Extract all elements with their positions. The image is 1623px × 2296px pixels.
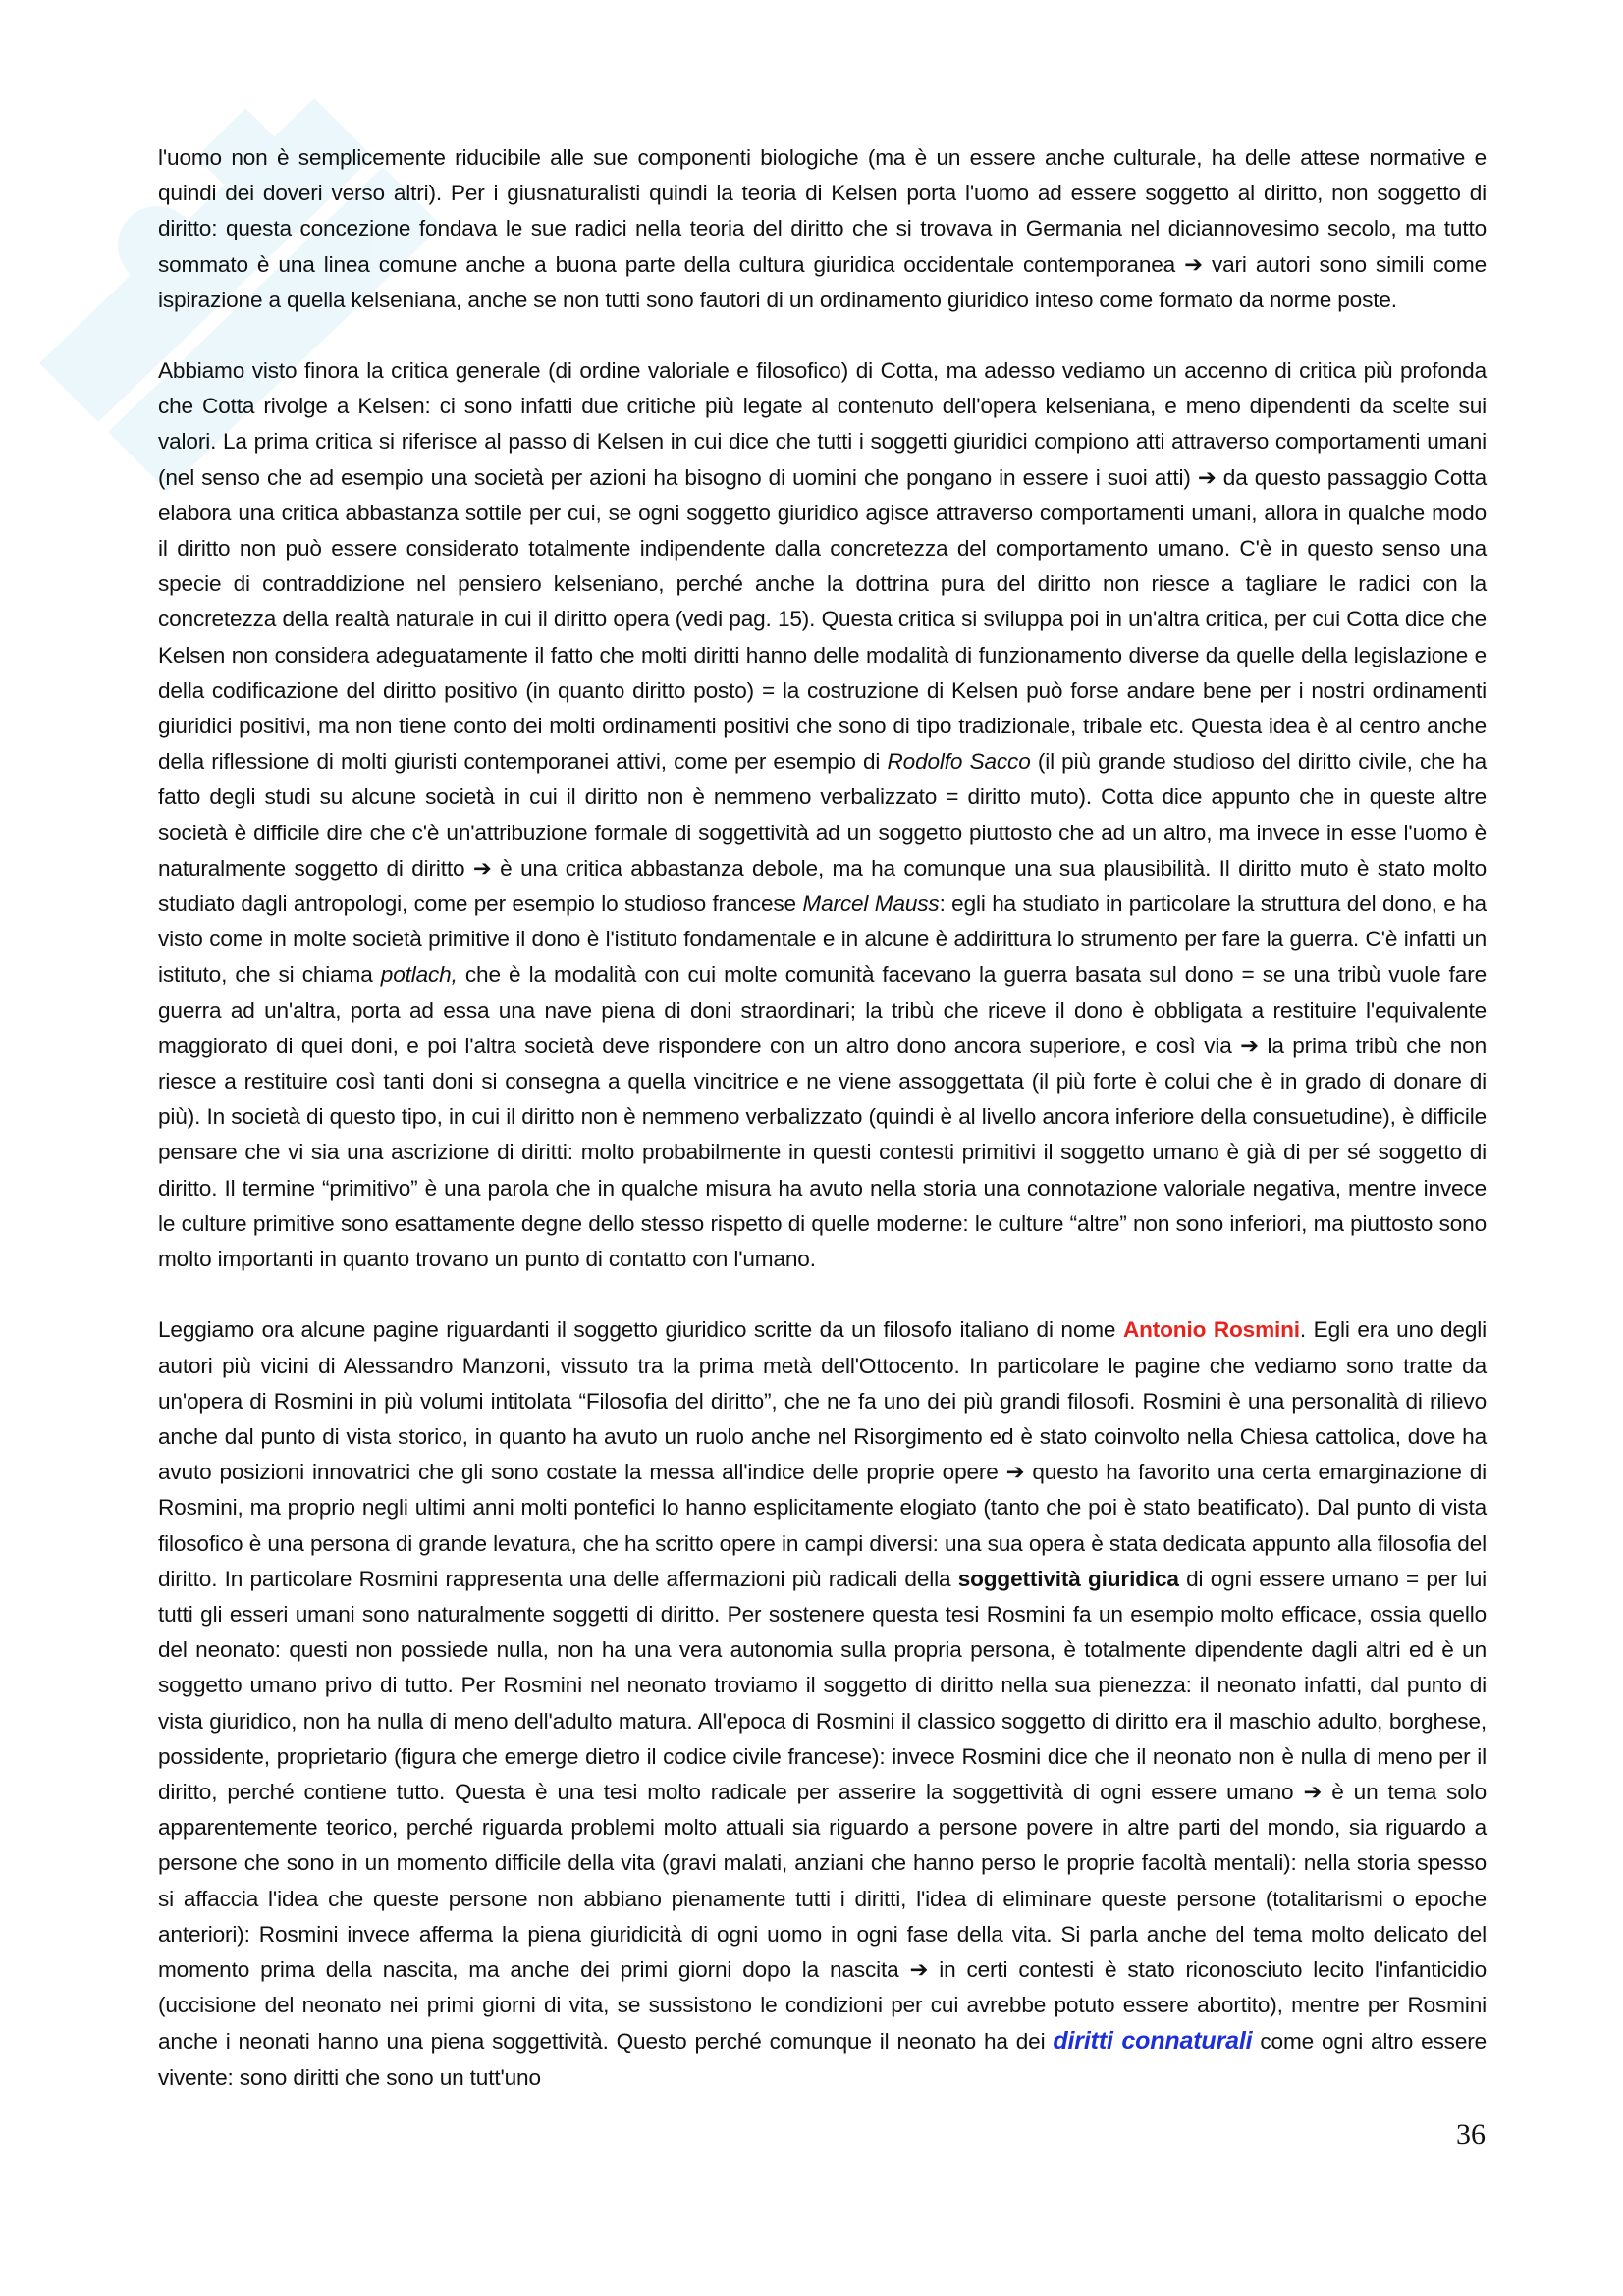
paragraph-3 (158, 1312, 1487, 2095)
bold-term: soggettività giuridica (957, 1566, 1179, 1591)
highlighted-term: diritti connaturali (1053, 2027, 1253, 2056)
paragraph-2 (158, 353, 1487, 1277)
paragraph-text: Abbiamo visto finora la critica generale (di ordine valoriale e filosofico) di Cotta, ma adesso vediamo un accenno di critica più profonda che Cotta rivolge a Kelsen: ci sono infatti due critiche più legate al contenuto dell'opera kelseniana, e meno dipendenti da scelte sui valori. La prima critica si riferisce al passo di Kelsen in cui dice che tutti i soggetti giuridici compiono atti attraverso comportamenti umani (nel senso che ad esempio una società per azioni ha bisogno di uomini che pongano in essere i suoi atti) ➔ da questo passaggio Cotta elabora una critica abbastanza sottile per cui, se ogni soggetto giuridico agisce attraverso comportamenti umani, allora in qualche modo il diritto non può essere considerato totalmente indipendente dalla concretezza del comportamento umano. C'è in questo senso una specie di contraddizione nel pensiero kelseniano, perché anche la dottrina pura del diritto non riesce a tagliare le radici con la concretezza della realtà naturale in cui il diritto opera (vedi pag. 15). Questa critica si sviluppa poi in un'altra critica, per cui Cotta dice che Kelsen non considera adeguatamente il fatto che molti diritti hanno delle modalità di funzionamento diverse da quelle della legislazione e della codificazione del diritto positivo (in quanto diritto posto) = la costruzione di Kelsen può forse andare bene per i nostri ordinamenti giuridici positivi, ma non tiene conto dei molti ordinamenti positivi che sono di tipo tradizionale, tribale etc. Questa idea è al centro anche della riflessione di molti giuristi contemporanei attivi, come per esempio di (158, 358, 1487, 774)
page-number: 36 (1456, 2118, 1486, 2151)
paragraph-1 (158, 140, 1487, 318)
italic-name: potlach, (380, 962, 458, 988)
paragraph-text: di ogni essere umano = per lui tutti gli esseri umani sono naturalmente soggetti di diritto. Per sostenere questa tesi Rosmini fa un esempio molto efficace, ossia quello del neonato: questi non possiede nulla, non ha una vera autonomia sulla propria persona, è totalmente dipendente dagli altri ed è un soggetto umano privo di tutto. Per Rosmini nel neonato troviamo il soggetto di diritto nella sua pienezza: il neonato infatti, dal punto di vista giuridico, non ha nulla di meno dell'adulto matura. All'epoca di Rosmini il classico soggetto di diritto era il maschio adulto, borghese, possidente, proprietario (figura che emerge dietro il codice civile francese): invece Rosmini dice che il neonato non è nulla di meno per il diritto, perché contiene tutto. Questa è una tesi molto radicale per asserire la soggettività di ogni essere umano ➔ è un tema solo apparentemente teorico, perché riguarda problemi molto attuali sia riguardo a persone povere in altre parti del mondo, sia riguardo a persone che sono in un momento difficile della vita (gravi malati, anziani che hanno perso le proprie facoltà mentali): nella storia spesso si affaccia l'idea che queste persone non abbiano pienamente tutti i diritti, l'idea di eliminare queste persone (totalitarismi o epoche anteriori): Rosmini invece afferma la piena giuridicità di ogni uomo in ogni fase della vita. Si parla anche del tema molto delicato del momento prima della nascita, ma anche dei primi giorni dopo la nascita ➔ in certi contesti è stato riconosciuto lecito l'infanticidio (uccisione del neonato nei primi giorni di vita, se sussistono le condizioni per cui avrebbe potuto essere abortito), mentre per Rosmini anche i neonati hanno una piena soggettività. Questo perché comunque il neonato ha dei (158, 1566, 1487, 2055)
italic-name: Marcel Mauss (802, 891, 940, 917)
paragraph-text: come ogni altro essere vivente: sono diritti che sono un tutt'uno (158, 2029, 1488, 2090)
paragraph-text: Leggiamo ora alcune pagine riguardanti il soggetto giuridico scritte da un filosofo italiano di nome (158, 1317, 1123, 1343)
highlighted-name: Antonio Rosmini (1122, 1317, 1300, 1343)
paragraph-text: l'uomo non è semplicemente riducibile alle sue componenti biologiche (ma è un essere anche culturale, ha delle attese normative e quindi dei doveri verso altri). Per i giusnaturalisti quindi la teoria di Kelsen porta l'uomo ad essere soggetto al diritto, non soggetto di diritto: questa concezione fondava le sue radici nella teoria del diritto che si trovava in Germania nel diciannovesimo secolo, ma tutto sommato è una linea comune anche a buona parte della cultura giuridica occidentale contemporanea ➔ vari autori sono simili come ispirazione a quella kelseniana, anche se non tutti sono fautori di un ordinamento giuridico inteso come formato da norme poste. (158, 145, 1487, 312)
paragraph-text: che è la modalità con cui molte comunità facevano la guerra basata sul dono = se una tribù vuole fare guerra ad un'altra, porta ad essa una nave piena di doni straordinari; la tribù che riceve il dono è obbligata a restituire l'equivalente maggiorato di quei doni, e poi l'altra società deve rispondere con un altro dono ancora superiore, e così via ➔ la prima tribù che non riesce a restituire così tanti doni si consegna a quella vincitrice e ne viene assoggettata (il più forte è colui che è in grado di donare di più). In società di questo tipo, in cui il diritto non è nemmeno verbalizzato (quindi è al livello ancora inferiore della consuetudine), è difficile pensare che vi sia una ascrizione di diritti: molto probabilmente in questi contesti primitivi il soggetto umano è già di per sé soggetto di diritto. Il termine “primitivo” è una parola che in qualche misura ha avuto nella storia una connotazione valoriale negativa, mentre invece le culture primitive sono esattamente degne dello stesso rispetto di quelle moderne: le culture “altre” non sono inferiori, ma piuttosto sono molto importanti in quanto trovano un punto di contatto con l'umano. (158, 962, 1487, 1272)
paragraph-text: . Egli era uno degli autori più vicini di Alessandro Manzoni, vissuto tra la prima metà dell'Ottocento. In particolare le pagine che vediamo sono tratte da un'opera di Rosmini in più volumi intitolata “Filosofia del diritto”, che ne fa uno dei più grandi filosofi. Rosmini è una personalità di rilievo anche dal punto di vista storico, in quanto ha avuto un ruolo anche nel Risorgimento ed è stato coinvolto nella Chiesa cattolica, dove ha avuto posizioni innovatrici che gli sono costate la messa all'indice delle proprie opere ➔ questo ha favorito una certa emarginazione di Rosmini, ma proprio negli ultimi anni molti pontefici lo hanno esplicitamente elogiato (tanto che poi è stato beatificato). Dal punto di vista filosofico è una persona di grande levatura, che ha scritto opere in campi diversi: una sua opera è stata dedicata appunto alla filosofia del diritto. In particolare Rosmini rappresenta una delle affermazioni più radicali della (158, 1317, 1487, 1591)
paragraph-text: (il più grande studioso del diritto civile, che ha fatto degli studi su alcune società in cui il diritto non è nemmeno verbalizzato = diritto muto). Cotta dice appunto che in queste altre società è difficile dire che c'è un'attribuzione formale di soggettività ad un soggetto piuttosto che ad un altro, ma invece in esse l'uomo è naturalmente soggetto di diritto ➔ è una critica abbastanza debole, ma ha comunque una sua plausibilità. Il diritto muto è stato molto studiato dagli antropologi, come per esempio lo studioso francese (158, 749, 1487, 917)
paragraph-text: : egli ha studiato in particolare la struttura del dono, e ha visto come in molte società primitive il dono è l'istituto fondamentale e in alcune è addirittura lo strumento per fare la guerra. C'è infatti un istituto, che si chiama (158, 891, 1487, 988)
italic-name: Rodolfo Sacco (887, 749, 1031, 774)
document-body (158, 140, 1487, 2131)
